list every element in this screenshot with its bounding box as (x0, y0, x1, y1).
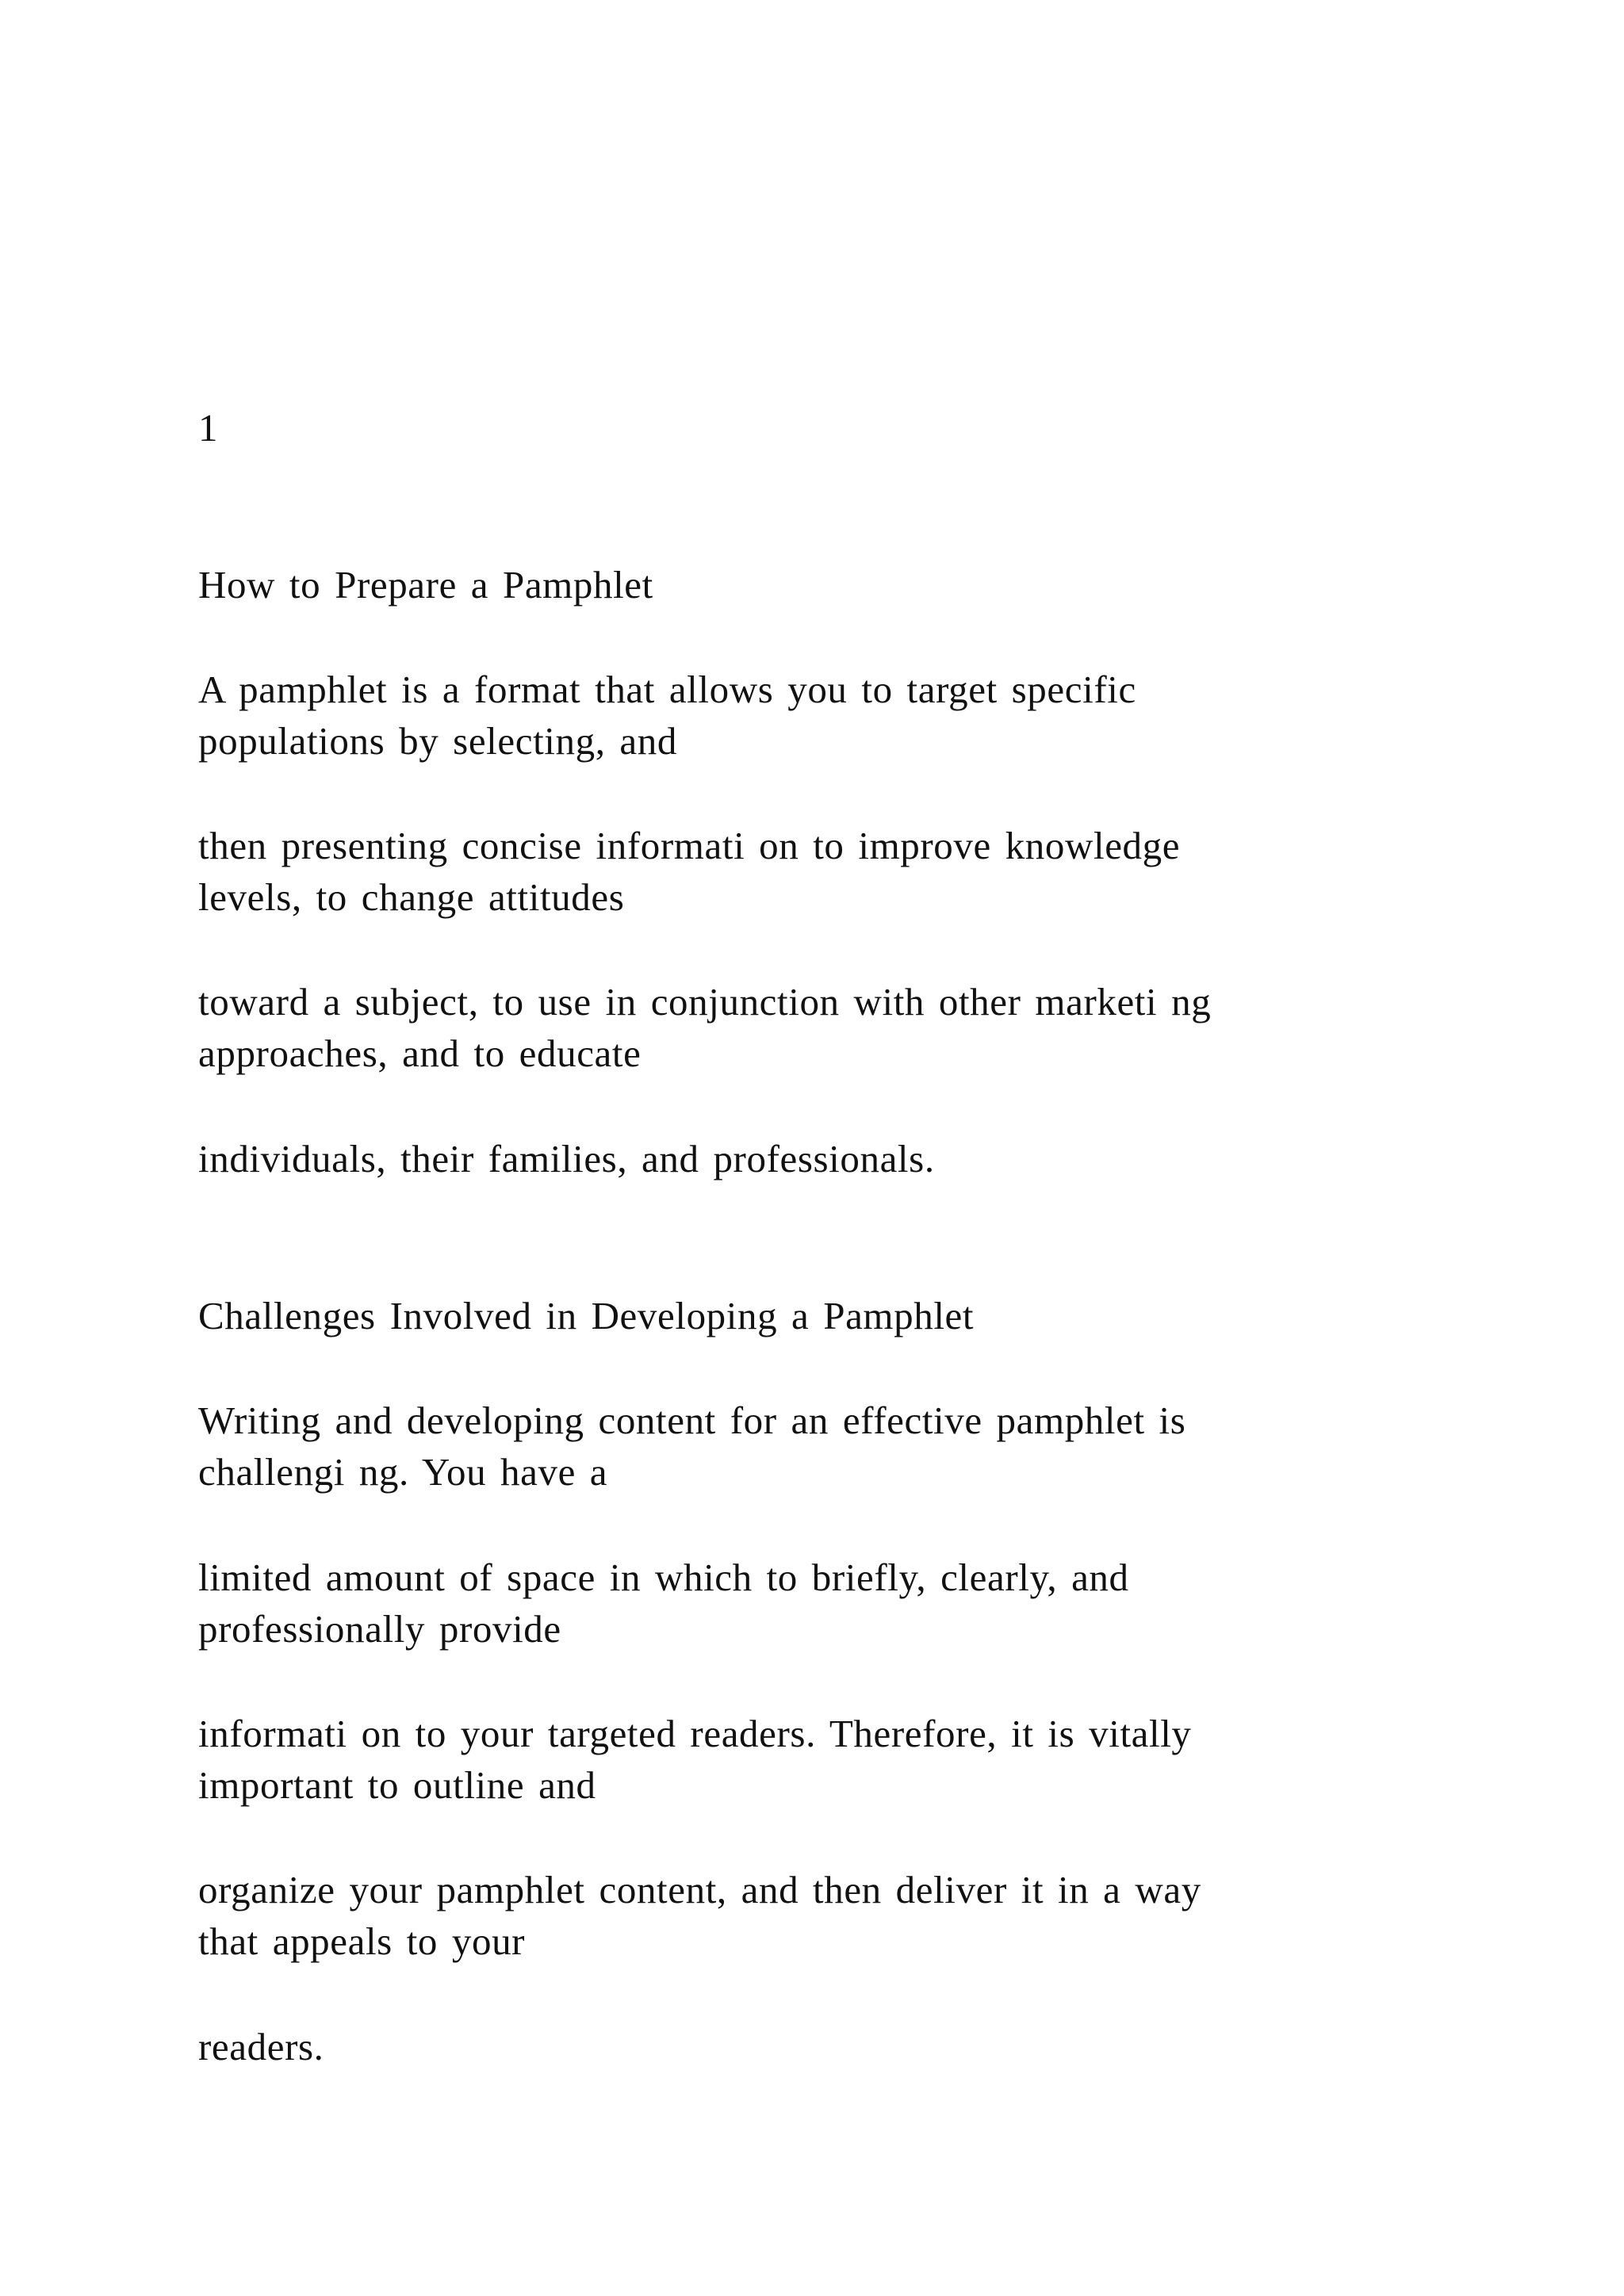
paragraph-line: approaches, and to educate (198, 1031, 642, 1075)
paragraph-line: informati on to your targeted readers. Therefore, it is vitally (198, 1712, 1192, 1755)
paragraph-line: professionally provide (198, 1607, 561, 1651)
paragraph-line: challengi ng. You have a (198, 1450, 608, 1494)
paragraph-line: individuals, their families, and professionals. (198, 1137, 935, 1181)
heading-challenges: Challenges Involved in Developing a Pamphlet (198, 1294, 975, 1337)
paragraph-line: Writing and developing content for an effective pamphlet is (198, 1399, 1186, 1442)
paragraph-line: populations by selecting, and (198, 719, 677, 763)
paragraph-line: important to outline and (198, 1763, 596, 1807)
paragraph-line: organize your pamphlet content, and then deliver it in a way (198, 1868, 1201, 1911)
paragraph-line: toward a subject, to use in conjunction with other marketi ng (198, 980, 1212, 1024)
paragraph-line: then presenting concise informati on to improve knowledge (198, 824, 1181, 867)
paragraph-line: readers. (198, 2025, 324, 2068)
page-number: 1 (198, 406, 219, 450)
paragraph-line: A pamphlet is a format that allows you to target specific (198, 668, 1136, 711)
paragraph-line: limited amount of space in which to briefly, clearly, and (198, 1556, 1129, 1599)
paragraph-line: levels, to change attitudes (198, 875, 625, 919)
paragraph-line: that appeals to your (198, 1919, 526, 1963)
heading-how-to-prepare: How to Prepare a Pamphlet (198, 563, 653, 607)
